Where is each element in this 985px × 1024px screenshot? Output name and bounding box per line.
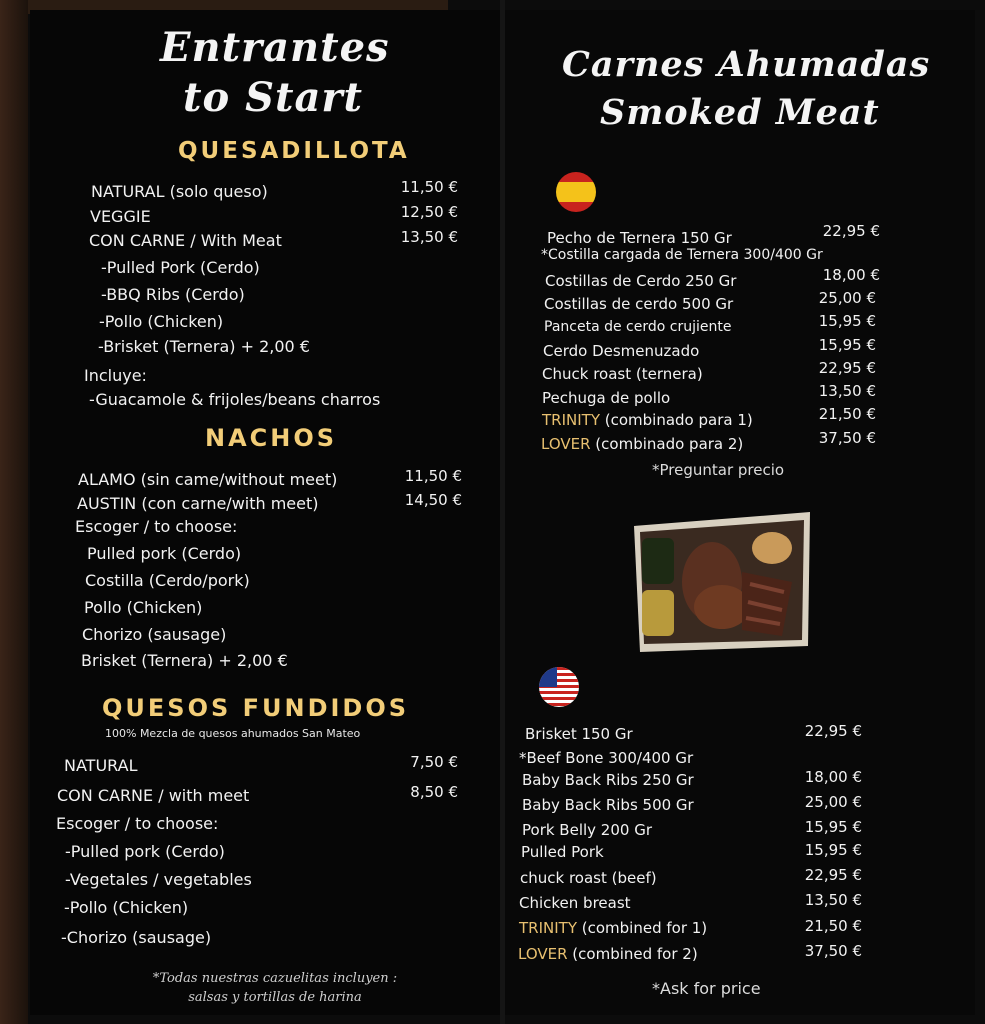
smoked-meat-platter-image: [632, 512, 812, 652]
menu-option: -Brisket (Ternera) + 2,00 €: [98, 337, 310, 356]
meat-item-name: Pork Belly 200 Gr: [522, 821, 652, 839]
menu-option: Chorizo (sausage): [82, 625, 227, 644]
includes-label: Incluye:: [84, 366, 147, 385]
meat-item-price: 15,95 €: [818, 312, 876, 330]
menu-item-price: 8,50 €: [410, 783, 458, 801]
meat-item-name: Pulled Pork: [521, 843, 604, 861]
combo-highlight: LOVER: [541, 435, 591, 453]
menu-option: -Pollo (Chicken): [99, 312, 224, 331]
combo-detail: (combined for 1): [576, 919, 708, 937]
meat-item-name: Brisket 150 Gr: [525, 725, 633, 743]
menu-option: -Pulled Pork (Cerdo): [101, 258, 260, 277]
left-title-line2: to Start: [183, 74, 363, 121]
ask-price-note-en: *Ask for price: [652, 979, 761, 998]
includes-item: -Guacamole & frijoles/beans charros: [89, 390, 381, 409]
combo-item: [518, 945, 698, 963]
combo-item: [542, 411, 753, 429]
meat-item-price: 15,95 €: [818, 336, 876, 354]
quesos-subtitle: 100% Mezcla de quesos ahumados San Mateo: [105, 727, 361, 740]
menu-item-price: 12,50 €: [400, 203, 458, 221]
meat-item-price: 37,50 €: [818, 429, 876, 447]
menu-item-price: 11,50 €: [400, 178, 458, 196]
meat-item-price: 13,50 €: [804, 891, 862, 909]
spain-flag-icon: [556, 172, 596, 212]
menu-option: Pulled pork (Cerdo): [87, 544, 242, 563]
meat-item-price: 37,50 €: [804, 942, 862, 960]
meat-item-price: 18,00 €: [804, 768, 862, 786]
meat-item-name: Baby Back Ribs 500 Gr: [522, 796, 694, 814]
meat-item-name: *Costilla cargada de Ternera 300/400 Gr: [541, 247, 823, 263]
meat-item-price: 18,00 €: [822, 266, 880, 284]
usa-flag-icon: [539, 667, 579, 707]
combo-item: [541, 435, 743, 453]
meat-item-name: Chicken breast: [519, 894, 631, 912]
menu-item-name: CON CARNE / with meet: [57, 786, 250, 805]
meat-item-name: chuck roast (beef): [520, 869, 657, 887]
meat-item-price: 15,95 €: [804, 818, 862, 836]
menu-item-price: 7,50 €: [410, 753, 458, 771]
menu-item-price: 11,50 €: [404, 467, 462, 485]
meat-item-name: Costillas de Cerdo 250 Gr: [545, 272, 737, 290]
footnote-line2: salsas y tortillas de harina: [188, 990, 362, 1005]
menu-option: -BBQ Ribs (Cerdo): [101, 285, 245, 304]
menu-item-name: NATURAL (solo queso): [91, 182, 268, 201]
meat-item-name: *Beef Bone 300/400 Gr: [519, 749, 694, 767]
menu-option: -Pulled pork (Cerdo): [65, 842, 225, 861]
meat-item-name: Cerdo Desmenuzado: [543, 342, 700, 360]
menu-option: -Chorizo (sausage): [61, 928, 212, 947]
menu-option: -Pollo (Chicken): [64, 898, 189, 917]
meat-item-price: 21,50 €: [818, 405, 876, 423]
menu-item-name: CON CARNE / With Meat: [89, 231, 282, 250]
meat-item-price: 22,95 €: [818, 359, 876, 377]
menu-item-name: ALAMO (sin came/without meet): [78, 470, 338, 489]
meat-item-name: Pechuga de pollo: [542, 389, 671, 407]
combo-highlight: LOVER: [518, 945, 568, 963]
quesos-heading: QUESOS FUNDIDOS: [102, 694, 410, 722]
menu-item-price: 14,50 €: [404, 491, 462, 509]
meat-item-price: 13,50 €: [818, 382, 876, 400]
meat-item-price: 25,00 €: [818, 289, 876, 307]
nachos-heading: NACHOS: [205, 424, 338, 452]
combo-detail: (combined for 2): [567, 945, 698, 963]
menu-option: Costilla (Cerdo/pork): [85, 571, 250, 590]
meat-item-name: Pecho de Ternera 150 Gr: [547, 229, 732, 247]
meat-item-price: 21,50 €: [804, 917, 862, 935]
meat-item-name: Baby Back Ribs 250 Gr: [522, 771, 694, 789]
choose-label: Escoger / to choose:: [75, 517, 238, 536]
meat-item-name: Costillas de cerdo 500 Gr: [544, 295, 734, 313]
meat-item-price: 22,95 €: [804, 866, 862, 884]
menu-option: -Vegetales / vegetables: [65, 870, 252, 889]
meat-item-name: Panceta de cerdo crujiente: [544, 319, 732, 335]
combo-item: [519, 919, 707, 937]
combo-highlight: TRINITY: [519, 919, 577, 937]
meat-item-name: Chuck roast (ternera): [542, 365, 703, 383]
combo-highlight: TRINITY: [542, 411, 600, 429]
menu-option: Brisket (Ternera) + 2,00 €: [81, 651, 288, 670]
menu-item-name: AUSTIN (con carne/with meet): [77, 494, 319, 513]
quesadillota-heading: QUESADILLOTA: [178, 138, 410, 164]
left-title-line1: Entrantes: [160, 24, 390, 71]
combo-detail: (combinado para 2): [590, 435, 744, 453]
menu-option: Pollo (Chicken): [84, 598, 203, 617]
meat-item-price: 15,95 €: [804, 841, 862, 859]
footnote-line1: *Todas nuestras cazuelitas incluyen :: [152, 971, 398, 986]
meat-item-price: 22,95 €: [822, 222, 880, 240]
choose-label: Escoger / to choose:: [56, 814, 219, 833]
right-title-line2: Smoked Meat: [600, 92, 880, 133]
menu-item-name: NATURAL: [64, 756, 138, 775]
table-edge: [0, 0, 28, 1024]
meat-item-price: 25,00 €: [804, 793, 862, 811]
right-title-line1: Carnes Ahumadas: [562, 44, 931, 85]
ask-price-note-es: *Preguntar precio: [652, 461, 785, 479]
menu-item-name: VEGGIE: [90, 207, 151, 226]
meat-item-price: 22,95 €: [804, 722, 862, 740]
menu-item-price: 13,50 €: [400, 228, 458, 246]
combo-detail: (combinado para 1): [599, 411, 753, 429]
